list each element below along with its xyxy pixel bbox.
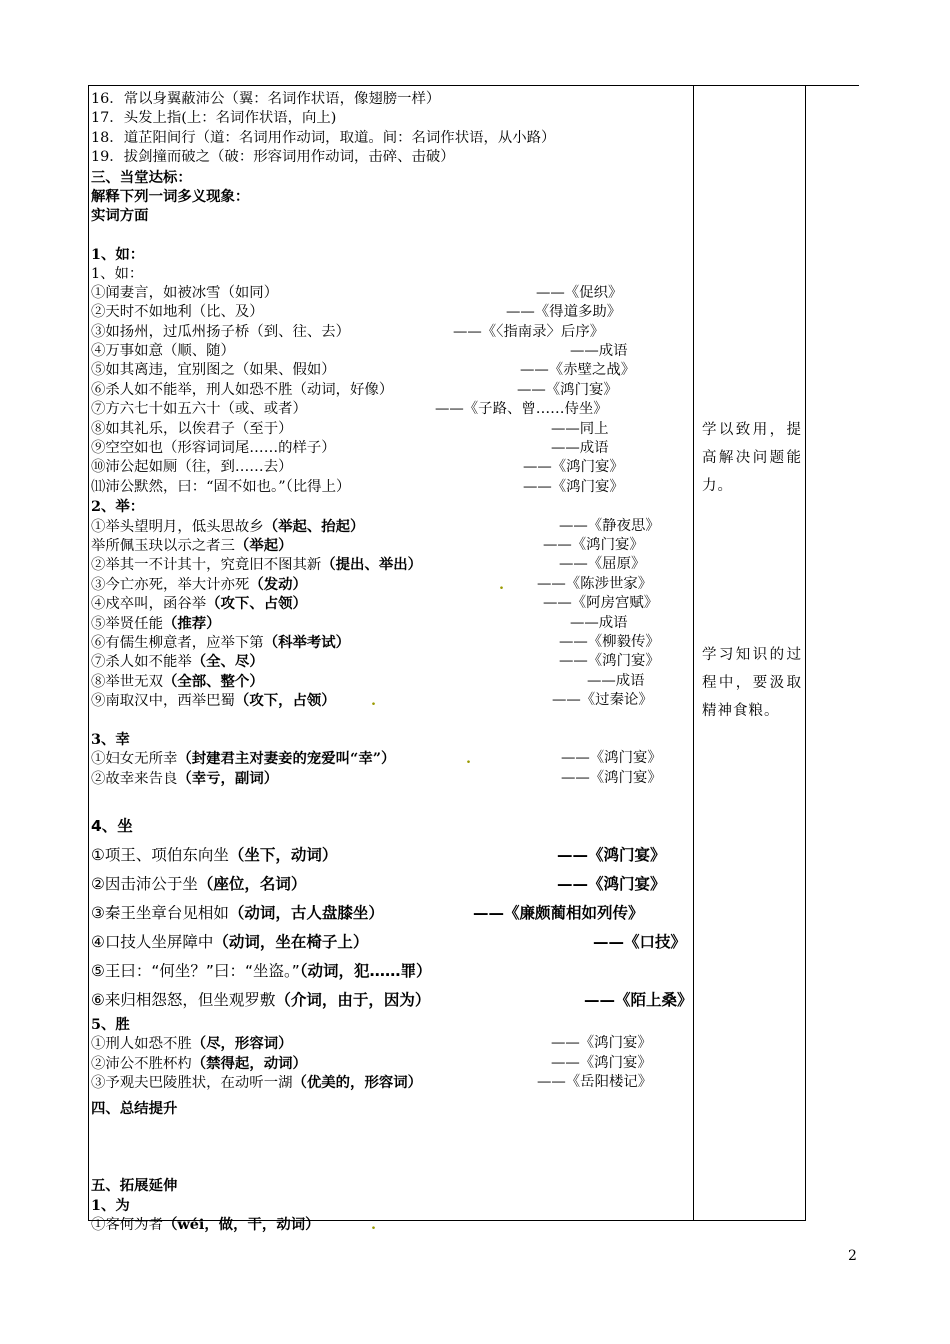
list-item: ②举其一不计其十，究竟旧不图其新（提出、举出） ——《屈原》 (91, 556, 646, 574)
text-line: 19．拔剑撞而破之（破：形容词用作动词，击碎、击破） (91, 149, 455, 166)
list-item: ④口技人坐屏障中（动词，坐在椅子上） ——《口技》 (91, 928, 689, 957)
section-heading: 五、拓展延伸 (91, 1177, 178, 1195)
source-ref: ——《鸿门宴》 (559, 653, 660, 670)
list-item: ⑤王曰：“何坐？”曰：“坐盗。”（动词，犯……罪） (91, 962, 432, 981)
task-heading: 解释下列一词多义现象： (91, 187, 250, 205)
source-ref: ——《得道多助》 (506, 304, 622, 321)
marker-dot: . (371, 1215, 377, 1233)
list-item: ③今亡亦死，举大计亦死（发动） . ——《陈涉世家》 (91, 575, 653, 593)
table-left-border (88, 85, 89, 1220)
list-item: ③如扬州，过瓜州扬子桥（到、往、去） ——《〈指南录〉后序》 (91, 323, 689, 342)
list-item: ①项王、项伯东向坐（坐下，动词） ——《鸿门宴》 (91, 841, 689, 870)
list-item: 举所佩玉玦以示之者三（举起） ——《鸿门宴》 (91, 536, 644, 554)
table-right-border (805, 85, 806, 1220)
marker-dot: . (371, 692, 377, 710)
list-item: ⑤举贤任能（推荐） ——成语 (91, 614, 628, 632)
list-item: ②故幸来告良（幸亏，副词） ——《鸿门宴》 (91, 769, 662, 787)
source-ref: ——《屈原》 (559, 556, 646, 573)
list-item: ②沛公不胜杯杓（禁得起，动词） ——《鸿门宴》 (91, 1054, 652, 1072)
list-item: ①举头望明月，低头思故乡（举起、抬起） ——《静夜思》 (91, 517, 660, 535)
list-item: ④戍卒叫，函谷举（攻下、占领） ——《阿房宫赋》 (91, 595, 659, 613)
spacer (91, 1157, 689, 1176)
side-note-2: 学习知识的过程中，要汲取精神食粮。 (702, 647, 802, 719)
list-item: ⑧如其礼乐，以俟君子（至于） ——同上 (91, 420, 689, 439)
source-ref: ——《鸿门宴》 (543, 536, 644, 553)
source-ref: ——《鸿门宴》 (523, 459, 624, 476)
list-item: ③予观夫巴陵胜状，在动听一湖（优美的，形容词） ——《岳阳楼记》 (91, 1074, 653, 1092)
list-item: ⑩沛公起如厕（往，到……去） ——《鸿门宴》 (91, 458, 689, 477)
section-heading: 三、当堂达标： (91, 168, 192, 186)
text-line: 16．常以身翼蔽沛公（翼：名词作状语，像翅膀一样） (91, 91, 441, 107)
list-item: ①闻妻言，如被冰雪（如同） ——《促织》 (91, 284, 689, 303)
header-rule (88, 85, 859, 86)
spacer (91, 711, 689, 730)
list-item: ⑥有儒生柳意者，应举下第（科举考试） ——《柳毅传》 (91, 633, 660, 651)
list-item: ⑨南取汉中，西举巴蜀（攻下，占领） . ——《过秦论》 (91, 692, 653, 710)
source-ref: ——《鸿门宴》 (551, 1035, 652, 1052)
list-item: ③秦王坐章台见相如（动词，古人盘膝坐） ——《廉颇蔺相如列传》 (91, 899, 689, 928)
source-ref: ——《促织》 (536, 284, 623, 301)
source-ref: ——《鸿门宴》 (517, 381, 618, 398)
spacer (91, 788, 689, 812)
source-ref: ——《鸿门宴》 (523, 478, 624, 495)
list-item: ①刑人如恐不胜（尽，形容词） ——《鸿门宴》 (91, 1035, 652, 1053)
list-item: ⑤如其离违，宜别图之（如果、假如） ——《赤壁之战》 (91, 361, 689, 380)
table-column-divider (693, 85, 694, 1220)
word-heading-zuo: 4、坐 (91, 817, 133, 836)
source-ref: ——《子路、曾……侍坐》 (435, 401, 608, 418)
list-item: ⑧举世无双（全部、整个） ——成语 (91, 672, 645, 690)
source-ref: ——《陈涉世家》 (537, 575, 653, 592)
list-item: ①妇女无所幸（封建君主对妻妾的宠爱叫“幸”） . ——《鸿门宴》 (91, 750, 662, 768)
word-heading-ru: 1、如： (91, 246, 145, 264)
list-item: ①客何为者（wéi，做，干，动词） . (91, 1215, 377, 1233)
source-ref: ——《〈指南录〉后序》 (453, 323, 605, 340)
spacer (91, 226, 689, 245)
spacer (91, 1118, 689, 1137)
source-ref: ——成语 (570, 614, 628, 631)
source-ref: ——《阿房宫赋》 (543, 595, 659, 612)
list-item: ⑦方六七十如五六十（或、或者） ——《子路、曾……侍坐》 (91, 400, 689, 419)
source-ref: ——成语 (587, 672, 645, 689)
list-item: ⑦杀人如不能举（全、尽） ——《鸿门宴》 (91, 653, 660, 671)
source-ref: ——《赤壁之战》 (520, 362, 636, 379)
word-heading-ru-repeat: 1、如： (91, 265, 144, 282)
source-ref: ——《鸿门宴》 (557, 875, 666, 894)
spacer (91, 1137, 689, 1156)
text-line: 17．头发上指(上：名词作状语，向上) (91, 110, 337, 127)
word-heading-xing: 3、幸 (91, 730, 130, 748)
page-number: 2 (848, 1248, 857, 1264)
list-item: ②因击沛公于坐（座位，名词） ——《鸿门宴》 (91, 870, 689, 899)
source-ref: ——《鸿门宴》 (561, 750, 662, 767)
word-heading-ju: 2、举： (91, 498, 145, 516)
word-heading-sheng: 5、胜 (91, 1016, 130, 1034)
source-ref: ——《鸿门宴》 (551, 1054, 652, 1071)
source-ref: ——《岳阳楼记》 (537, 1074, 653, 1091)
source-ref: ——同上 (551, 420, 609, 437)
list-item: ②天时不如地利（比、及） ——《得道多助》 (91, 303, 689, 322)
source-ref: ——《过秦论》 (552, 692, 653, 709)
source-ref: ——《鸿门宴》 (557, 846, 666, 865)
source-ref: ——《鸿门宴》 (561, 769, 662, 786)
sub-heading: 实词方面 (91, 207, 149, 225)
marker-dot: . (466, 750, 472, 768)
source-ref: ——《口技》 (593, 933, 687, 952)
source-ref: ——《静夜思》 (559, 517, 660, 534)
marker-dot: . (499, 575, 505, 593)
source-ref: ——成语 (570, 343, 628, 360)
main-content (91, 90, 693, 1234)
list-item: ⑥杀人如不能举，刑人如恐不胜（动词，好像） ——《鸿门宴》 (91, 381, 689, 400)
list-item: ⑾沛公默然，曰：“固不如也。”（比得上） ——《鸿门宴》 (91, 478, 689, 497)
word-heading-wei: 1、为 (91, 1196, 130, 1214)
source-ref: ——《柳毅传》 (559, 633, 660, 650)
source-ref: ——《廉颇蔺相如列传》 (473, 904, 644, 923)
side-note-1: 学以致用，提高解决问题能力。 (702, 422, 802, 494)
list-item: ⑨空空如也（形容词词尾……的样子） ——成语 (91, 439, 689, 458)
list-item: ④万事如意（顺、随） ——成语 (91, 342, 689, 361)
source-ref: ——《陌上桑》 (584, 991, 693, 1010)
section-heading: 四、总结提升 (91, 1099, 178, 1117)
text-line: 18．道芷阳间行（道：名词用作动词，取道。间：名词作状语，从小路） (91, 129, 556, 146)
list-item: ⑥来归相怨怒，但坐观罗敷（介词，由于，因为） ——《陌上桑》 (91, 986, 689, 1015)
source-ref: ——成语 (551, 440, 609, 457)
